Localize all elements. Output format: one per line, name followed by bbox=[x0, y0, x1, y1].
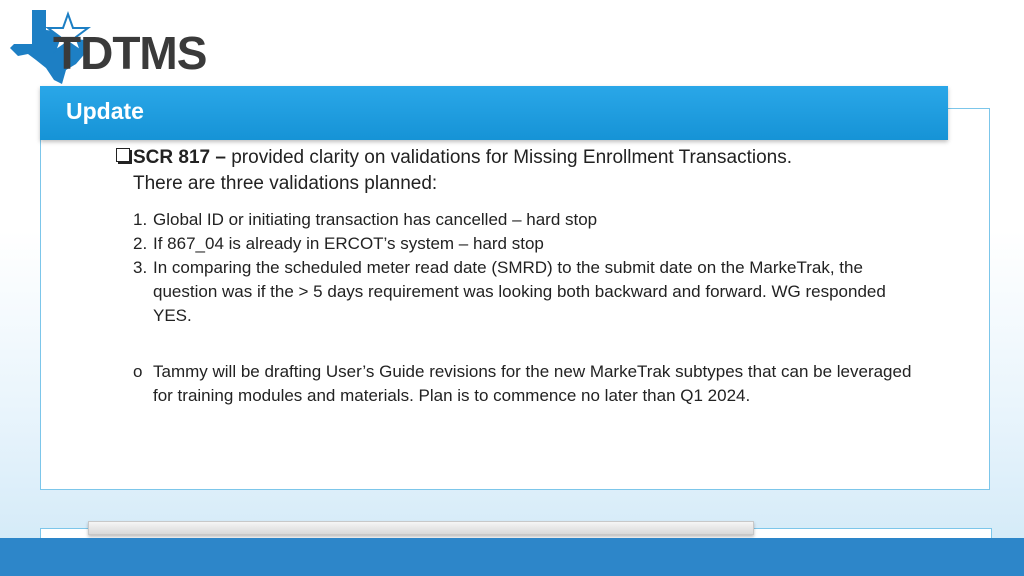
list-item bbox=[133, 256, 913, 328]
validation-list bbox=[133, 208, 913, 328]
lead-continuation: There are three validations planned: bbox=[133, 173, 438, 194]
section-title: Update bbox=[66, 98, 144, 124]
list-item bbox=[133, 232, 913, 256]
checkbox-bullet-icon bbox=[116, 148, 130, 162]
lead-bold: SCR 817 – bbox=[133, 147, 226, 168]
logo-text: TDTMS bbox=[53, 27, 207, 79]
list-number: 3. bbox=[133, 258, 148, 277]
list-item bbox=[133, 208, 913, 232]
circle-bullet-icon: o bbox=[133, 362, 143, 381]
lead-paragraph bbox=[116, 145, 916, 197]
list-text: In comparing the scheduled meter read date (SMRD) to the submit date on the MarkeTrak, the question was if the > 5 days requirement was looking both backward and forward. WG responded YES. bbox=[153, 258, 886, 325]
sub-bullet-text: Tammy will be drafting User’s Guide revisions for the new MarkeTrak subtypes that can be leveraged for training modules and materials. Plan is to commence no later than Q1 2024. bbox=[153, 362, 912, 405]
lead-text: provided clarity on validations for Missing Enrollment Transactions. bbox=[225, 147, 792, 168]
bottom-band bbox=[0, 538, 1024, 576]
list-text: If 867_04 is already in ERCOT’s system – hard stop bbox=[153, 234, 544, 253]
list-text: Global ID or initiating transaction has cancelled – hard stop bbox=[153, 210, 598, 229]
list-number: 1. bbox=[133, 210, 148, 229]
sub-bullet bbox=[133, 360, 923, 408]
list-number: 2. bbox=[133, 234, 148, 253]
footer-bar bbox=[88, 521, 754, 535]
